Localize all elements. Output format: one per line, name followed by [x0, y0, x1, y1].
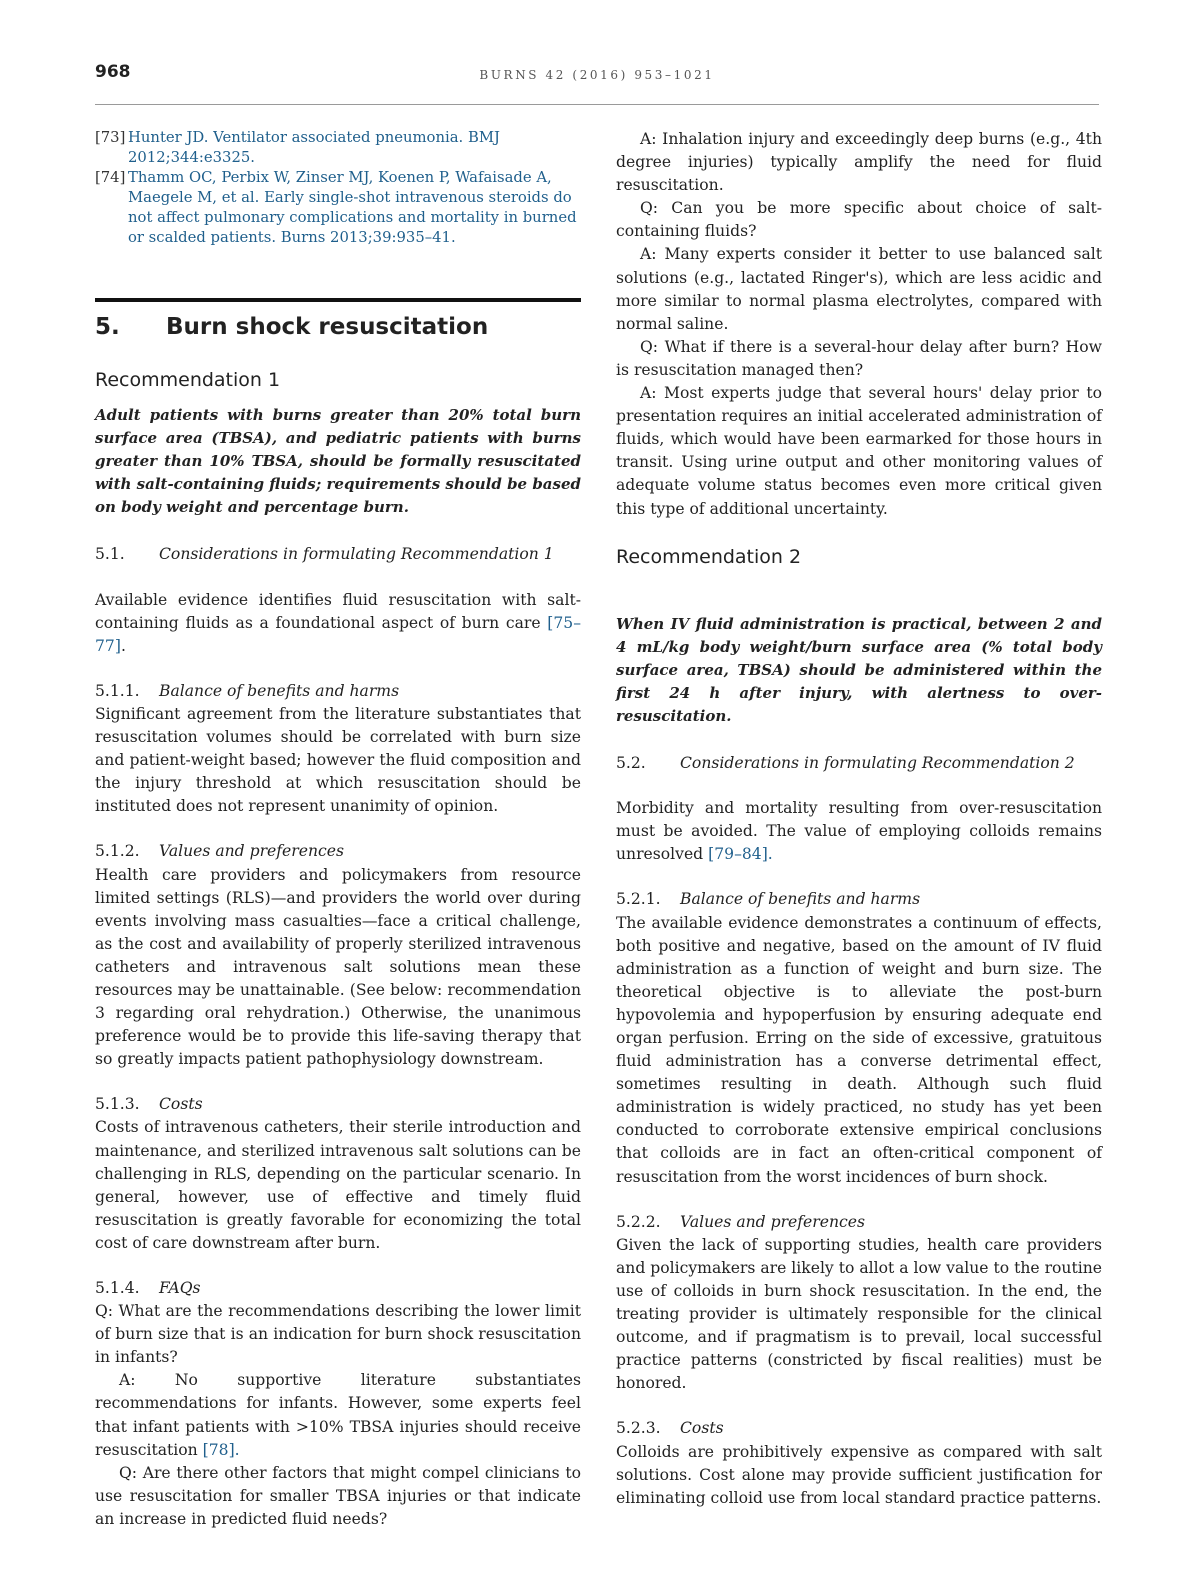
section-title: Burn shock resuscitation: [166, 314, 489, 340]
subsection-title: FAQs: [159, 1279, 201, 1297]
section-rule: [95, 298, 581, 302]
subsection-title: Considerations in formulating Recommendation 2: [680, 754, 1075, 773]
subsection-5-2-text: [616, 797, 1102, 866]
page-header: [95, 58, 1099, 105]
recommendation-2-heading: Recommendation 2: [616, 545, 802, 568]
journal-citation: BURNS 42 (2016) 953–1021: [479, 68, 715, 82]
paragraph-text: Available evidence identifies fluid resuscitation with salt-containing fluids as a foundational aspect of burn care: [95, 590, 581, 632]
reference-item[interactable]: [95, 128, 581, 168]
reference-text[interactable]: Hunter JD. Ventilator associated pneumonia. BMJ 2012;344:e3325.: [128, 129, 500, 166]
reference-number: [74]: [95, 169, 126, 186]
subsection-number: 5.1.: [95, 545, 125, 564]
citation-link[interactable]: [78].: [202, 1440, 240, 1459]
faq-question-3: Q: Can you be more specific about choice of salt-containing fluids?: [616, 199, 1102, 241]
subsection-5-1-3-text: Costs of intravenous catheters, their sterile introduction and maintenance, and sterilized intravenous salt solutions can be challenging in RLS, depending on the particular scenario. In general, however, use of effective and timely fluid resuscitation is greatly favorable for economizing the total cost of care downstream after burn.: [95, 1118, 581, 1252]
recommendation-1-text: Adult patients with burns greater than 20% total burn surface area (TBSA), and pediatric patients with burns greater than 10% TBSA, should be formally resuscitated with salt-containing fluids; requirements should be based on body weight and percentage burn.: [95, 406, 582, 517]
recommendation-2-text: When IV fluid administration is practical, between 2 and 4 mL/kg body weight/burn surface area (% total body surface area, TBSA) should be administered within the first 24 h after injury, with alertness to over-resuscitation.: [616, 614, 1102, 725]
subsection-title: Balance of benefits and harms: [159, 681, 400, 700]
faq-answer-4: A: Most experts judge that several hours' delay prior to presentation requires an initial accelerated administration of fluids, which would have been earmarked for those hours in transit. Using urine output and other monitoring values of adequate volume status becomes even more critical given this type of additional uncertainty.: [616, 384, 1102, 518]
subsection-5-2-2-text: Given the lack of supporting studies, health care providers and policymakers are likely to allot a low value to the routine use of colloids in burn shock resuscitation. In the end, the treating provider is ultimately responsible for the clinical outcome, and if pragmatism is to prevail, local successful practice patterns (constricted by fiscal realities) must be honored.: [616, 1235, 1102, 1393]
subsection-5-2-1-text: The available evidence demonstrates a continuum of effects, both positive and negative, based on the amount of IV fluid administration as a function of weight and burn size. The theoretical objective is to alleviate the post-burn hypovolemia and hypoperfusion by ensuring adequate end organ perfusion. Erring on the side of excessive, gratuitous fluid administration has a converse detrimental effect, sometimes resulting in death. Although such fluid administration is widely practiced, no study has yet been conducted to corroborate extensive empirical conclusions that colloids are in fact an often-critical component of resuscitation from the worst incidences of burn shock.: [616, 913, 1102, 1186]
subsection-5-2-heading: [616, 752, 1102, 775]
faq-answer-3: A: Many experts consider it better to use balanced salt solutions (e.g., lactated Ringer's), which are less acidic and more similar to normal plasma electrolytes, compared with normal saline.: [616, 245, 1102, 333]
faq-question-1: Q: What are the recommendations describing the lower limit of burn size that is an indication for burn shock resuscitation in infants?: [95, 1302, 581, 1367]
reference-text[interactable]: Thamm OC, Perbix W, Zinser MJ, Koenen P, Wafaisade A, Maegele M, et al. Early single-shot intravenous steroids do not affect pulmonary complications and mortality in burned or scalded patients. Burns 2013;39:935–41.: [128, 169, 577, 246]
subsection-5-1-heading: [95, 543, 581, 566]
subsection-number: 5.1.2.: [95, 842, 140, 861]
reference-number: [73]: [95, 129, 126, 146]
subsection-5-1-2-heading: [95, 840, 581, 863]
subsection-number: 5.2.3.: [616, 1419, 661, 1438]
subsection-title: Costs: [159, 1095, 203, 1114]
subsection-number: 5.1.4.: [95, 1279, 140, 1297]
right-column: [616, 128, 1102, 1510]
faq-answer-2: A: Inhalation injury and exceedingly deep burns (e.g., 4th degree injuries) typically amplify the need for fluid resuscitation.: [616, 130, 1102, 195]
section-heading: [95, 312, 581, 342]
subsection-5-1-2-text: Health care providers and policymakers from resource limited settings (RLS)—and providers the world over during events involving mass casualties—face a critical challenge, as the cost and availability of properly sterilized intravenous catheters and intravenous salt solutions mean these resources may be unattainable. (See below: recommendation 3 regarding oral rehydration.) Otherwise, the unanimous preference would be to provide this life-saving therapy that so greatly impacts patient pathophysiology downstream.: [95, 865, 581, 1069]
subsection-5-1-text: Available evidence identifies fluid resuscitation with salt-containing fluids as a foundational aspect of burn care [75–77].: [95, 590, 581, 655]
subsection-5-2-3-text: Colloids are prohibitively expensive as compared with salt solutions. Cost alone may provide sufficient justification for eliminating colloid use from local standard practice patterns.: [616, 1442, 1102, 1507]
subsection-number: 5.1.1.: [95, 681, 140, 700]
citation-link[interactable]: [75–77]: [95, 613, 581, 655]
subsection-5-1-1-text: Significant agreement from the literature substantiates that resuscitation volumes should be correlated with burn size and patient-weight based; however the fluid composition and the injury threshold at which resuscitation should be instituted does not represent unanimity of opinion.: [95, 704, 581, 816]
subsection-title: Considerations in formulating Recommendation 1: [159, 545, 554, 564]
reference-item[interactable]: [95, 168, 581, 248]
subsection-5-1-1-heading: [95, 680, 581, 703]
recommendation-1-heading: Recommendation 1: [95, 369, 281, 391]
faq-question-2: Q: Are there other factors that might compel clinicians to use resuscitation for smaller TBSA injuries or that indicate an increase in predicted fluid needs?: [95, 1463, 581, 1528]
subsection-number: 5.2.: [616, 754, 646, 773]
subsection-title: Values and preferences: [680, 1212, 865, 1231]
subsection-title: Values and preferences: [159, 842, 344, 861]
subsection-5-2-1-heading: [616, 888, 1102, 911]
subsection-number: 5.1.3.: [95, 1095, 140, 1114]
faq-answer-1: [95, 1369, 581, 1461]
subsection-title: Balance of benefits and harms: [680, 890, 921, 909]
faq-answer-text: A: No supportive literature substantiates recommendations for infants. However, some experts feel that infant patients with >10% TBSA injuries should receive resuscitation: [95, 1371, 581, 1459]
faq-question-4: Q: What if there is a several-hour delay after burn? How is resuscitation managed then?: [616, 337, 1102, 379]
subsection-5-2-3-heading: [616, 1417, 1102, 1440]
page-number: 968: [95, 62, 131, 82]
paragraph-text: Morbidity and mortality resulting from over-resuscitation must be avoided. The value of employing colloids remains unresolved: [616, 799, 1102, 864]
subsection-5-2-2-heading: [616, 1211, 1102, 1234]
left-column: [95, 128, 581, 1531]
citation-link[interactable]: [79–84].: [708, 845, 773, 864]
subsection-number: 5.2.2.: [616, 1212, 661, 1231]
subsection-title: Costs: [680, 1419, 724, 1438]
subsection-5-1-4-heading: [95, 1277, 581, 1300]
section-number: 5.: [95, 314, 120, 340]
subsection-5-1-3-heading: [95, 1093, 581, 1116]
subsection-number: 5.2.1.: [616, 890, 661, 909]
